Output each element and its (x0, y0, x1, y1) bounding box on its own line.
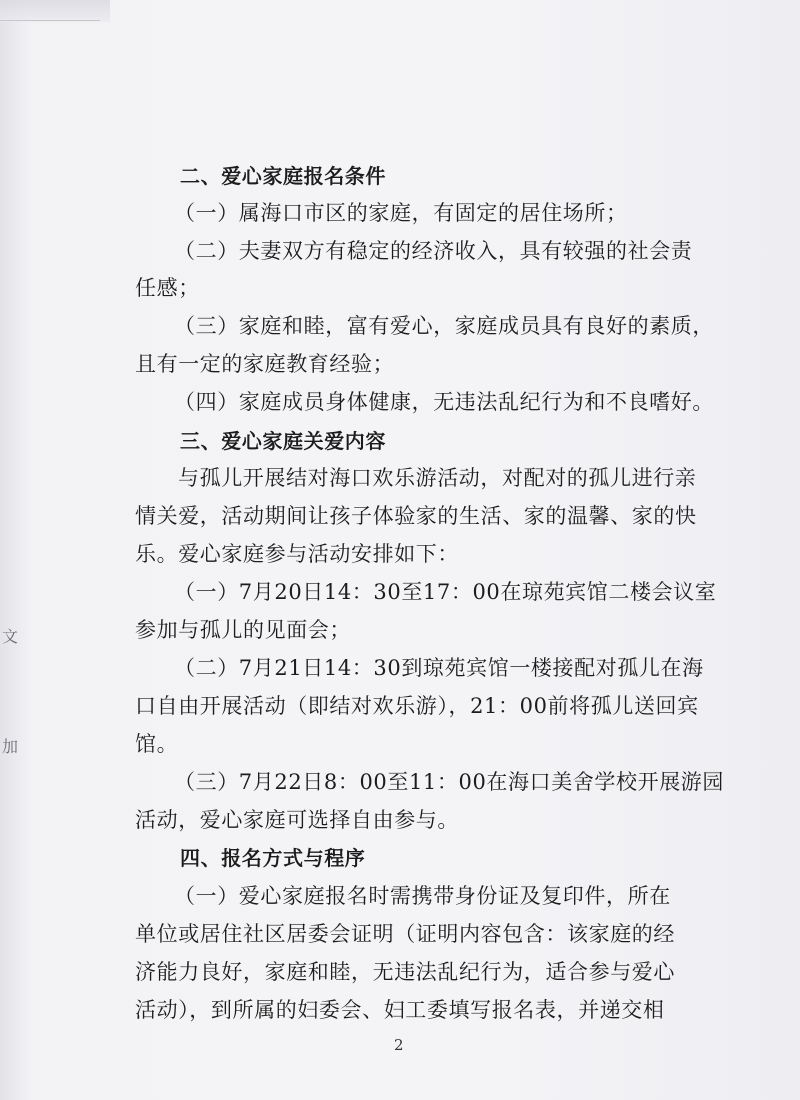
paragraph-line: 单位或居住社区居委会证明（证明内容包含：该家庭的经 (135, 922, 675, 946)
paragraph-line: 活动，爱心家庭可选择自由参与。 (135, 808, 459, 832)
page-number: 2 (394, 1036, 404, 1054)
paragraph-line: （一）爱心家庭报名时需携带身份证及复印件，所在 (174, 884, 671, 908)
paragraph-line: （一）属海口市区的家庭，有固定的居住场所； (174, 201, 628, 225)
section-heading: 二、爱心家庭报名条件 (180, 164, 386, 188)
section-heading: 四、报名方式与程序 (180, 846, 366, 870)
fold-line (0, 20, 100, 21)
paragraph-line: 口自由开展活动（即结对欢乐游），21：00前将孤儿送回宾 (135, 694, 699, 718)
paragraph-line: （二）夫妻双方有稳定的经济收入，具有较强的社会责 (174, 239, 693, 263)
paragraph-line: （一）7月20日14：30至17：00在琼苑宾馆二楼会议室 (174, 580, 717, 604)
paragraph-line: 任感； (135, 276, 200, 300)
paragraph-line: （二）7月21日14：30到琼苑宾馆一楼接配对孤儿在海 (174, 656, 704, 680)
paragraph-line: 且有一定的家庭教育经验； (135, 352, 395, 376)
paragraph-line: （三）7月22日8：00至11：00在海口美舍学校开展游园 (174, 770, 725, 794)
margin-mark: 文 (2, 627, 19, 646)
paragraph-line: 参加与孤儿的见面会； (135, 618, 351, 642)
paragraph-line: 活动），到所属的妇委会、妇工委填写报名表，并递交相 (135, 998, 665, 1022)
paragraph-line: 乐。爱心家庭参与活动安排如下： (135, 542, 459, 566)
margin-mark: 加 (2, 737, 19, 756)
paragraph-line: 与孤儿开展结对海口欢乐游活动，对配对的孤儿进行亲 (178, 466, 697, 490)
paragraph-line: 馆。 (135, 732, 179, 756)
paragraph-line: （四）家庭成员身体健康，无违法乱纪行为和不良嗜好。 (174, 390, 714, 414)
paragraph-line: 济能力良好，家庭和睦，无违法乱纪行为，适合参与爱心 (135, 960, 675, 984)
paragraph-line: 情关爱，活动期间让孩子体验家的生活、家的温馨、家的快 (135, 504, 697, 528)
paragraph-line: （三）家庭和睦，富有爱心，家庭成员具有良好的素质， (174, 314, 714, 338)
section-heading: 三、爱心家庭关爱内容 (180, 429, 386, 453)
paper-fold (0, 0, 110, 22)
